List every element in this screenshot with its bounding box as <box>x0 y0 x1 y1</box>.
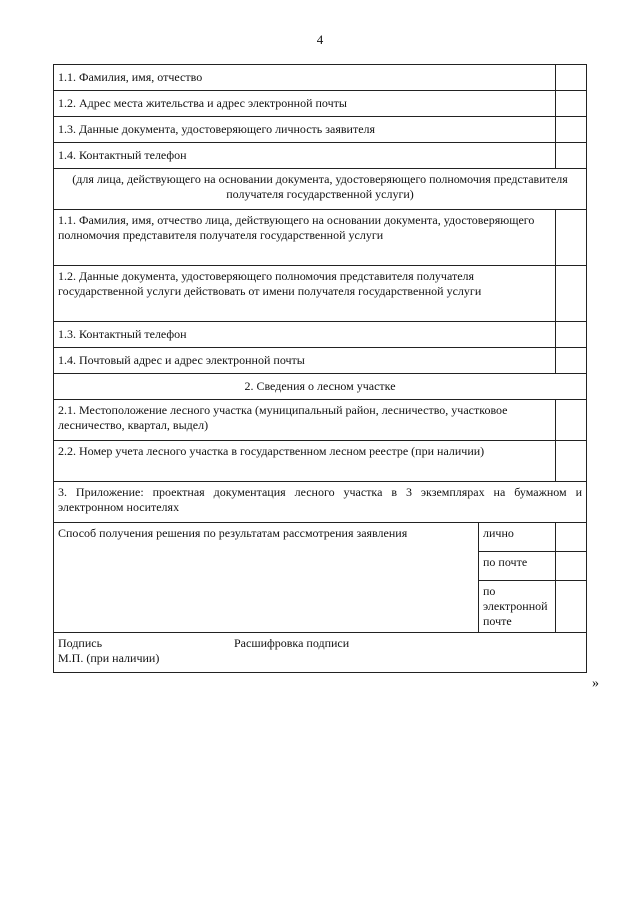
section2-row-location <box>54 400 587 441</box>
delivery-row-in-person <box>54 523 587 552</box>
representative-row-name <box>54 210 587 266</box>
page-number: 4 <box>316 32 324 47</box>
applicant-name-field[interactable] <box>556 65 587 91</box>
plot-registry-number-label: 2.2. Номер учета лесного участка в государственном лесном реестре (при наличии) <box>54 441 556 482</box>
representative-phone-label: 1.3. Контактный телефон <box>54 322 556 348</box>
delivery-option-email: по электронной почте <box>479 581 556 633</box>
applicant-row-address <box>54 91 587 117</box>
representative-name-label: 1.1. Фамилия, имя, отчество лица, действующего на основании документа, удостоверяющего полномочия представителя получателя государственной услуги <box>54 210 556 266</box>
plot-location-label: 2.1. Местоположение лесного участка (муниципальный район, лесничество, участковое лесничество, квартал, выдел) <box>54 400 556 441</box>
attachment-row <box>54 482 587 523</box>
section2-header-row <box>54 374 587 400</box>
plot-registry-number-field[interactable] <box>556 441 587 482</box>
delivery-option-mail: по почте <box>479 552 556 581</box>
representative-row-authority-document <box>54 266 587 322</box>
representative-row-phone <box>54 322 587 348</box>
representative-header: (для лица, действующего на основании документа, удостоверяющего полномочия представителя получателя государственной услуги) <box>54 169 587 210</box>
delivery-checkbox-in-person[interactable] <box>556 523 587 552</box>
representative-row-address <box>54 348 587 374</box>
applicant-address-label: 1.2. Адрес места жительства и адрес электронной почты <box>54 91 556 117</box>
signature-label: Подпись <box>58 636 103 650</box>
stamp-label: М.П. (при наличии) <box>58 651 160 665</box>
representative-header-row <box>54 169 587 210</box>
closing-quote: » <box>592 676 599 691</box>
section2-header: 2. Сведения о лесном участке <box>54 374 587 400</box>
representative-address-label: 1.4. Почтовый адрес и адрес электронной почты <box>54 348 556 374</box>
application-form-table <box>53 64 587 673</box>
delivery-checkbox-email[interactable] <box>556 581 587 633</box>
applicant-row-name <box>54 65 587 91</box>
signature-row <box>54 633 587 673</box>
applicant-address-field[interactable] <box>556 91 587 117</box>
applicant-name-label: 1.1. Фамилия, имя, отчество <box>54 65 556 91</box>
delivery-option-in-person: лично <box>479 523 556 552</box>
applicant-row-id-document <box>54 117 587 143</box>
applicant-phone-field[interactable] <box>556 143 587 169</box>
applicant-row-phone <box>54 143 587 169</box>
delivery-checkbox-mail[interactable] <box>556 552 587 581</box>
representative-authority-document-field[interactable] <box>556 266 587 322</box>
signature-decoding-label: Расшифровка подписи <box>234 636 350 650</box>
representative-address-field[interactable] <box>556 348 587 374</box>
representative-name-field[interactable] <box>556 210 587 266</box>
plot-location-field[interactable] <box>556 400 587 441</box>
applicant-phone-label: 1.4. Контактный телефон <box>54 143 556 169</box>
applicant-id-document-field[interactable] <box>556 117 587 143</box>
representative-phone-field[interactable] <box>556 322 587 348</box>
signature-cell <box>54 633 587 673</box>
applicant-id-document-label: 1.3. Данные документа, удостоверяющего личность заявителя <box>54 117 556 143</box>
attachment-text: 3. Приложение: проектная документация лесного участка в 3 экземплярах на бумажном и электронном носителях <box>54 482 587 523</box>
section2-row-registry-number <box>54 441 587 482</box>
delivery-method-label: Способ получения решения по результатам рассмотрения заявления <box>54 523 479 633</box>
representative-authority-document-label: 1.2. Данные документа, удостоверяющего полномочия представителя получателя государственной услуги действовать от имени получателя государственной услуги <box>54 266 556 322</box>
